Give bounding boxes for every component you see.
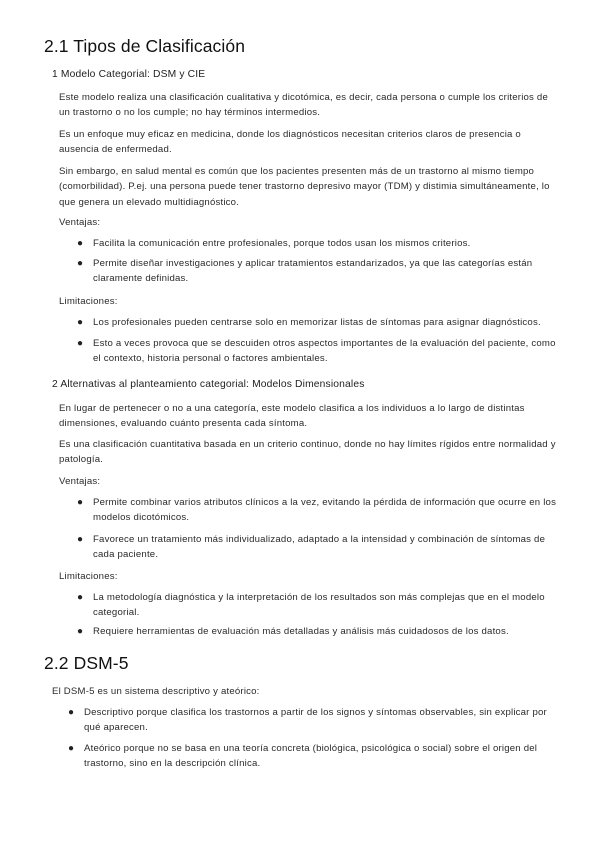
list-item <box>68 705 558 736</box>
list-item-text: Facilita la comunicación entre profesionales, porque todos usan los mismos criterios. <box>93 238 471 249</box>
paragraph: El DSM-5 es un sistema descriptivo y ateórico: <box>52 686 260 697</box>
list-item-text: Descriptivo porque clasifica los trastornos a partir de los signos y síntomas observables, sin explicar por qué aparecen. <box>84 707 547 734</box>
bullet-icon: ● <box>77 317 84 328</box>
list-item-text: Permite combinar varios atributos clínicos a la vez, evitando la pérdida de información que ocurre en los modelos dicotómicos. <box>93 497 557 524</box>
list-item <box>77 236 557 251</box>
bullet-icon: ● <box>77 592 84 603</box>
bullet-icon: ● <box>77 258 84 269</box>
list-item-text: La metodología diagnóstica y la interpretación de los resultados son más complejas que en el modelo categorial. <box>93 592 545 619</box>
bullet-icon: ● <box>77 338 84 349</box>
list-item-text: Los profesionales pueden centrarse solo en memorizar listas de síntomas para asignar diagnósticos. <box>93 317 541 328</box>
list-item <box>77 315 587 330</box>
list-item-text: Permite diseñar investigaciones y aplicar tratamientos estandarizados, ya que las categorías están claramente definidas. <box>93 258 533 285</box>
bullet-icon: ● <box>77 626 84 637</box>
list-item-text: Favorece un tratamiento más individualizado, adaptado a la intensidad y combinación de síntomas de cada paciente. <box>93 534 546 561</box>
section-title: 2.2 DSM-5 <box>44 653 129 673</box>
paragraph: Es una clasificación cuantitativa basada en un criterio continuo, donde no hay límites rígidos entre normalidad y patología. <box>59 439 556 466</box>
list-item <box>77 532 557 563</box>
list-item <box>77 590 557 621</box>
advantages-label: Ventajas: <box>59 476 101 487</box>
limitations-label: Limitaciones: <box>59 296 118 307</box>
paragraph: Sin embargo, en salud mental es común que los pacientes presenten más de un trastorno al mismo tiempo (comorbilidad). P.ej. una persona puede tener trastorno depresivo mayor (TDM) y distimia simultáneamente, lo que genera un elevado multidiagnóstico. <box>59 166 550 208</box>
paragraph: Este modelo realiza una clasificación cualitativa y dicotómica, es decir, cada persona o cumple los criterios de un trastorno o no los cumple; no hay términos intermedios. <box>59 92 548 119</box>
bullet-icon: ● <box>77 238 84 249</box>
advantages-label: Ventajas: <box>59 217 101 228</box>
bullet-icon: ● <box>77 497 84 508</box>
list-item <box>77 336 557 367</box>
section-title: 2.1 Tipos de Clasificación <box>44 36 246 56</box>
subsection-heading: 2 Alternativas al planteamiento categorial: Modelos Dimensionales <box>52 379 365 390</box>
bullet-icon: ● <box>77 534 84 545</box>
list-item-text: Requiere herramientas de evaluación más detalladas y análisis más cuidadosos de los datos. <box>93 626 509 637</box>
subsection-heading: 1 Modelo Categorial: DSM y CIE <box>52 69 206 80</box>
list-item-text: Esto a veces provoca que se descuiden otros aspectos importantes de la evaluación del paciente, como el contexto, historia personal o factores ambientales. <box>93 338 556 365</box>
limitations-label: Limitaciones: <box>59 571 118 582</box>
bullet-icon: ● <box>68 743 75 754</box>
bullet-icon: ● <box>68 707 75 718</box>
list-item <box>77 495 557 526</box>
paragraph: En lugar de pertenecer o no a una categoría, este modelo clasifica a los individuos a lo largo de distintas dimensiones, evaluando cuánto presenta cada síntoma. <box>59 403 525 430</box>
list-item <box>77 624 557 639</box>
paragraph: Es un enfoque muy eficaz en medicina, donde los diagnósticos necesitan criterios claros de presencia o ausencia de enfermedad. <box>59 129 521 156</box>
list-item <box>77 256 557 287</box>
list-item-text: Ateórico porque no se basa en una teoría concreta (biológica, psicológica o social) sobre el origen del trastorno, sino en la descripción clínica. <box>84 743 538 770</box>
list-item <box>68 741 558 772</box>
